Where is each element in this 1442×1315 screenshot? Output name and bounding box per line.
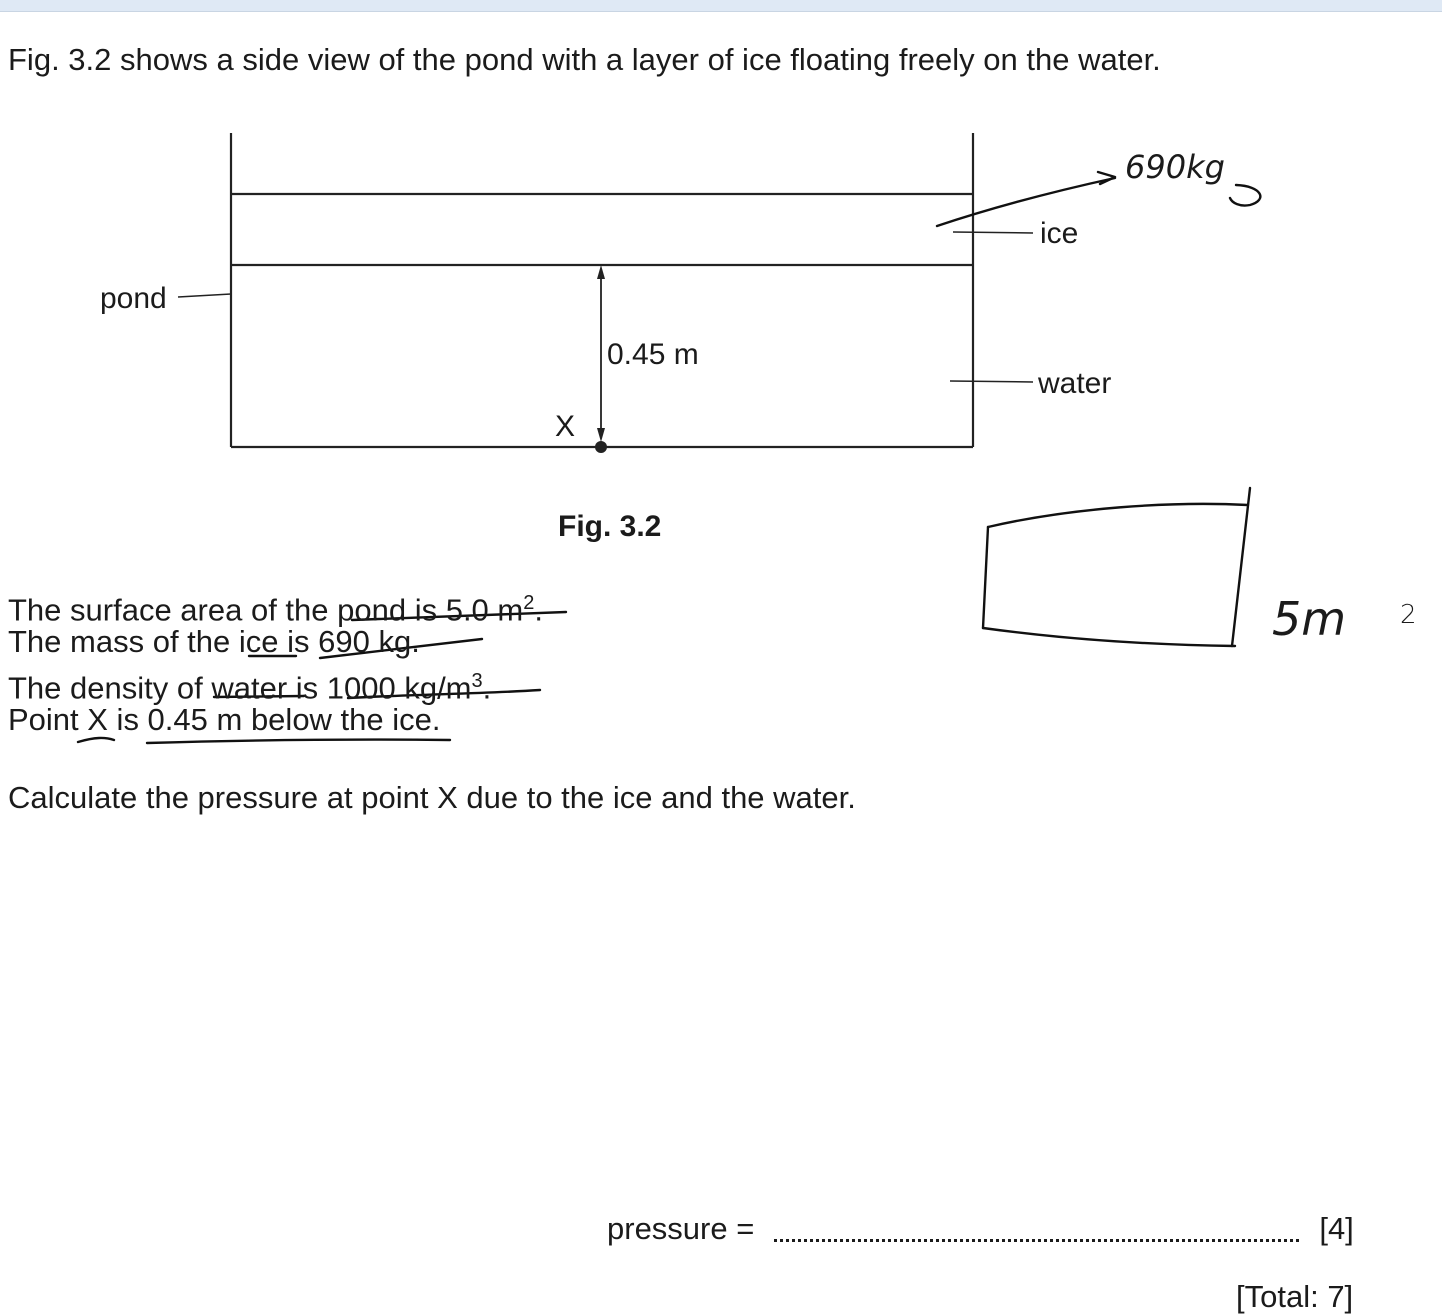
ice-label: ice: [1040, 217, 1079, 250]
handwritten-g-tail: [1230, 185, 1260, 206]
handwritten-arrow-line: [937, 178, 1115, 226]
depth-arrow-head-down: [597, 428, 605, 442]
ice-leader-line: [953, 232, 1033, 233]
point-x-label: X: [555, 410, 576, 443]
hand-sketch-bottom: [983, 628, 1235, 646]
fact-point-x: Point X is 0.45 m below the ice.: [8, 702, 441, 737]
underline-point-x: [78, 738, 450, 743]
point-x-marker: [595, 441, 607, 453]
fact-surface-area-sup: 2: [523, 592, 535, 614]
figure-caption: Fig. 3.2: [558, 510, 662, 543]
fact-water-density-text: The density of water is 1000 kg/m: [8, 670, 472, 706]
handwritten-area-note: 5m: [1272, 592, 1347, 646]
fact-water-density-suffix: .: [482, 670, 492, 706]
answer-input-dots[interactable]: [774, 1219, 1299, 1242]
fact-water-density-sup: 3: [471, 670, 483, 692]
hand-sketch-right: [1232, 488, 1250, 646]
fact-water-density: [8, 663, 491, 706]
intro-text: Fig. 3.2 shows a side view of the pond with a layer of ice floating freely on the water.: [8, 42, 1161, 77]
answer-label: pressure =: [607, 1211, 755, 1246]
pond-leader-line: [178, 294, 231, 297]
depth-arrow-head-up: [597, 265, 605, 279]
handwritten-area-note-tail: 2: [1400, 600, 1417, 630]
fact-surface-area-text: The surface area of the pond is 5.0 m: [8, 592, 524, 628]
question-text: Calculate the pressure at point X due to the ice and the water.: [8, 780, 856, 815]
marks-label: [4]: [1319, 1211, 1354, 1246]
handwritten-mass-note: 690kg: [1125, 148, 1225, 186]
water-label: water: [1038, 367, 1112, 400]
answer-line: [607, 1211, 1354, 1247]
depth-label: 0.45 m: [607, 338, 699, 371]
fact-ice-mass: The mass of the ice is 690 kg.: [8, 624, 420, 659]
total-marks: [Total: 7]: [1236, 1279, 1354, 1314]
pond-label: pond: [100, 282, 167, 315]
hand-sketch-left: [983, 527, 988, 628]
hand-sketch-top: [988, 504, 1248, 527]
fact-surface-area: [8, 585, 543, 628]
water-leader-line: [950, 381, 1033, 382]
fact-surface-area-suffix: .: [534, 592, 543, 628]
